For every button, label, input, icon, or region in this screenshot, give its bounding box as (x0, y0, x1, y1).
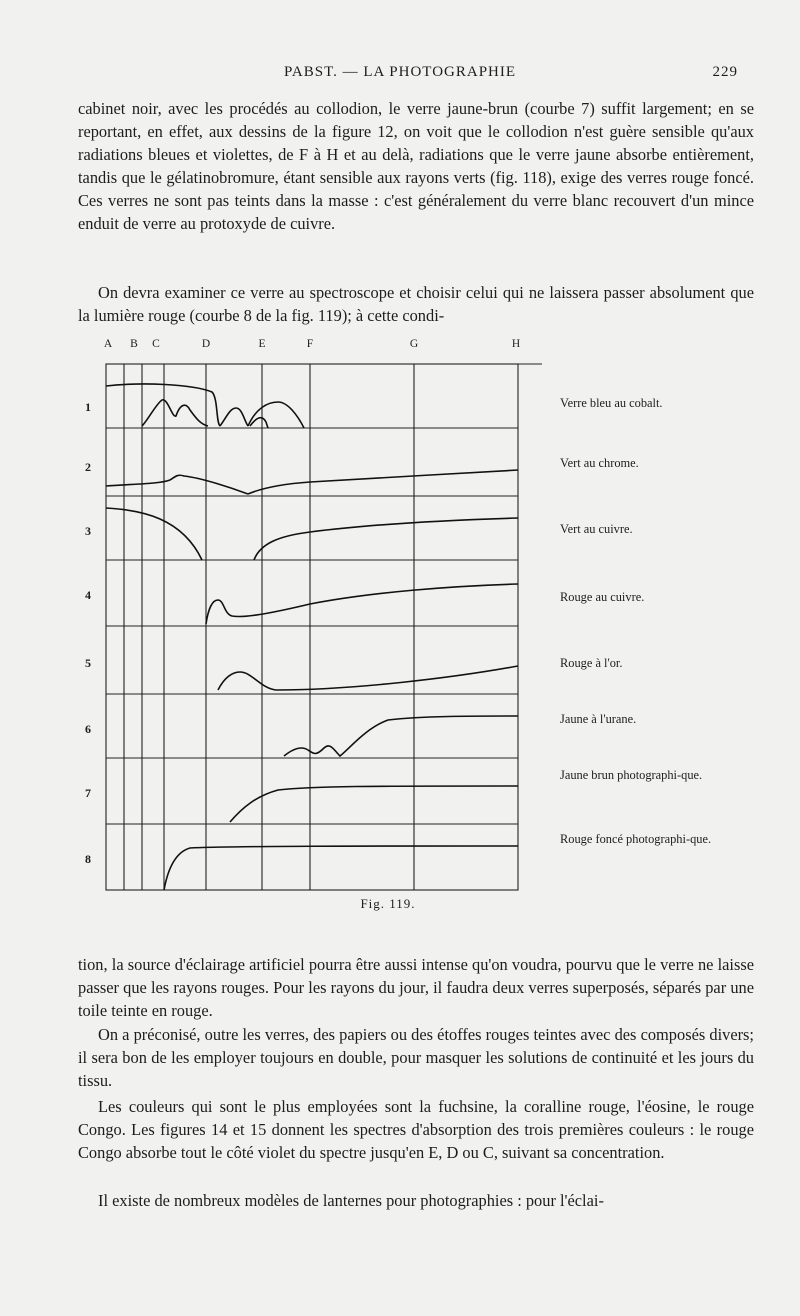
row-number-6: 6 (85, 722, 91, 736)
row-number-3: 3 (85, 524, 91, 538)
curve-7 (230, 786, 518, 822)
legend-label-7: Jaune brun photographi-que. (560, 768, 703, 782)
grid-frame (106, 364, 518, 890)
page-number: 229 (712, 64, 738, 80)
running-title: PABST. — LA PHOTOGRAPHIE (283, 64, 517, 80)
paragraph-3: tion, la source d'éclairage artificiel pourra être aussi intense qu'on voudra, pourvu que le verre ne laisse passer que les rayons rouges. Pour les rayons du jour, il faudra deux verres superposés, séparés par une toile teinte en rouge. (78, 955, 754, 1020)
line-letter-a: A (103, 338, 113, 350)
line-letter-h: H (511, 338, 521, 350)
legend-label-8: Rouge foncé photographi-que. (560, 832, 712, 846)
legend-label-5: Rouge à l'or. (560, 656, 623, 670)
paragraph-2: On devra examiner ce verre au spectroscope et choisir celui qui ne laissera passer absolument que la lumière rouge (courbe 8 de la fig. 119); à cette condi- (78, 283, 754, 325)
curve-1 (106, 384, 304, 428)
legend-label-3: Vert au cuivre. (560, 522, 633, 536)
line-letter-b: B (130, 338, 138, 350)
row-number-1: 1 (85, 400, 91, 414)
curve-3 (106, 508, 518, 560)
paragraph-5: Les couleurs qui sont le plus employées sont la fuchsine, la coralline rouge, l'éosine, le rouge Congo. Les figures 14 et 15 donnent les spectres d'absorption des trois premières couleurs : le rouge Congo absorbe tout le côté violet du spectre jusqu'en E, D ou C, suivant sa concentration. (78, 1097, 754, 1162)
absorption-curves-grid (72, 338, 542, 894)
paragraph-4: On a préconisé, outre les verres, des papiers ou des étoffes rouges teintes avec des composés divers; il sera bon de les employer toujours en double, pour masquer les solutions de continuité et les jours du tissu. (78, 1025, 754, 1090)
paragraph-1: cabinet noir, avec les procédés au collodion, le verre jaune-brun (courbe 7) suffit largement; en se reportant, en effet, aux dessins de la figure 12, on voit que le collodion n'est guère sensible qu'aux radiations bleues et violettes, de F à H et au delà, radiations que le verre jaune absorbe entièrement, tandis que le gélatinobromure, étant sensible aux rayons verts (fig. 118), exige des verres rouge foncé. Ces verres ne sont pas teints dans la masse : c'est généralement du verre blanc recouvert d'un mince enduit de verre au protoxyde de cuivre. (78, 99, 754, 233)
row-number-4: 4 (85, 588, 91, 602)
curve-2 (106, 470, 518, 494)
curve-4 (206, 584, 518, 624)
legend-label-4: Rouge au cuivre. (560, 590, 645, 604)
line-letter-c: C (152, 338, 160, 350)
row-number-7: 7 (85, 786, 91, 800)
line-letter-e: E (258, 338, 266, 350)
row-number-2: 2 (85, 460, 91, 474)
curve-8 (164, 846, 518, 890)
line-letter-f: F (306, 338, 314, 350)
figure-119 (72, 338, 772, 938)
row-number-5: 5 (85, 656, 91, 670)
figure-caption: Fig. 119. (360, 896, 416, 911)
legend-label-2: Vert au chrome. (560, 456, 639, 470)
legend-label-1: Verre bleu au cobalt. (560, 396, 663, 410)
row-number-8: 8 (85, 852, 91, 866)
curve-5 (218, 666, 518, 690)
line-letter-g: G (409, 338, 419, 350)
line-letter-d: D (201, 338, 211, 350)
curve-6 (284, 716, 518, 756)
running-header (0, 64, 800, 86)
paragraph-6: Il existe de nombreux modèles de lanternes pour photographies : pour l'éclai- (98, 1191, 604, 1210)
legend-label-6: Jaune à l'urane. (560, 712, 637, 726)
